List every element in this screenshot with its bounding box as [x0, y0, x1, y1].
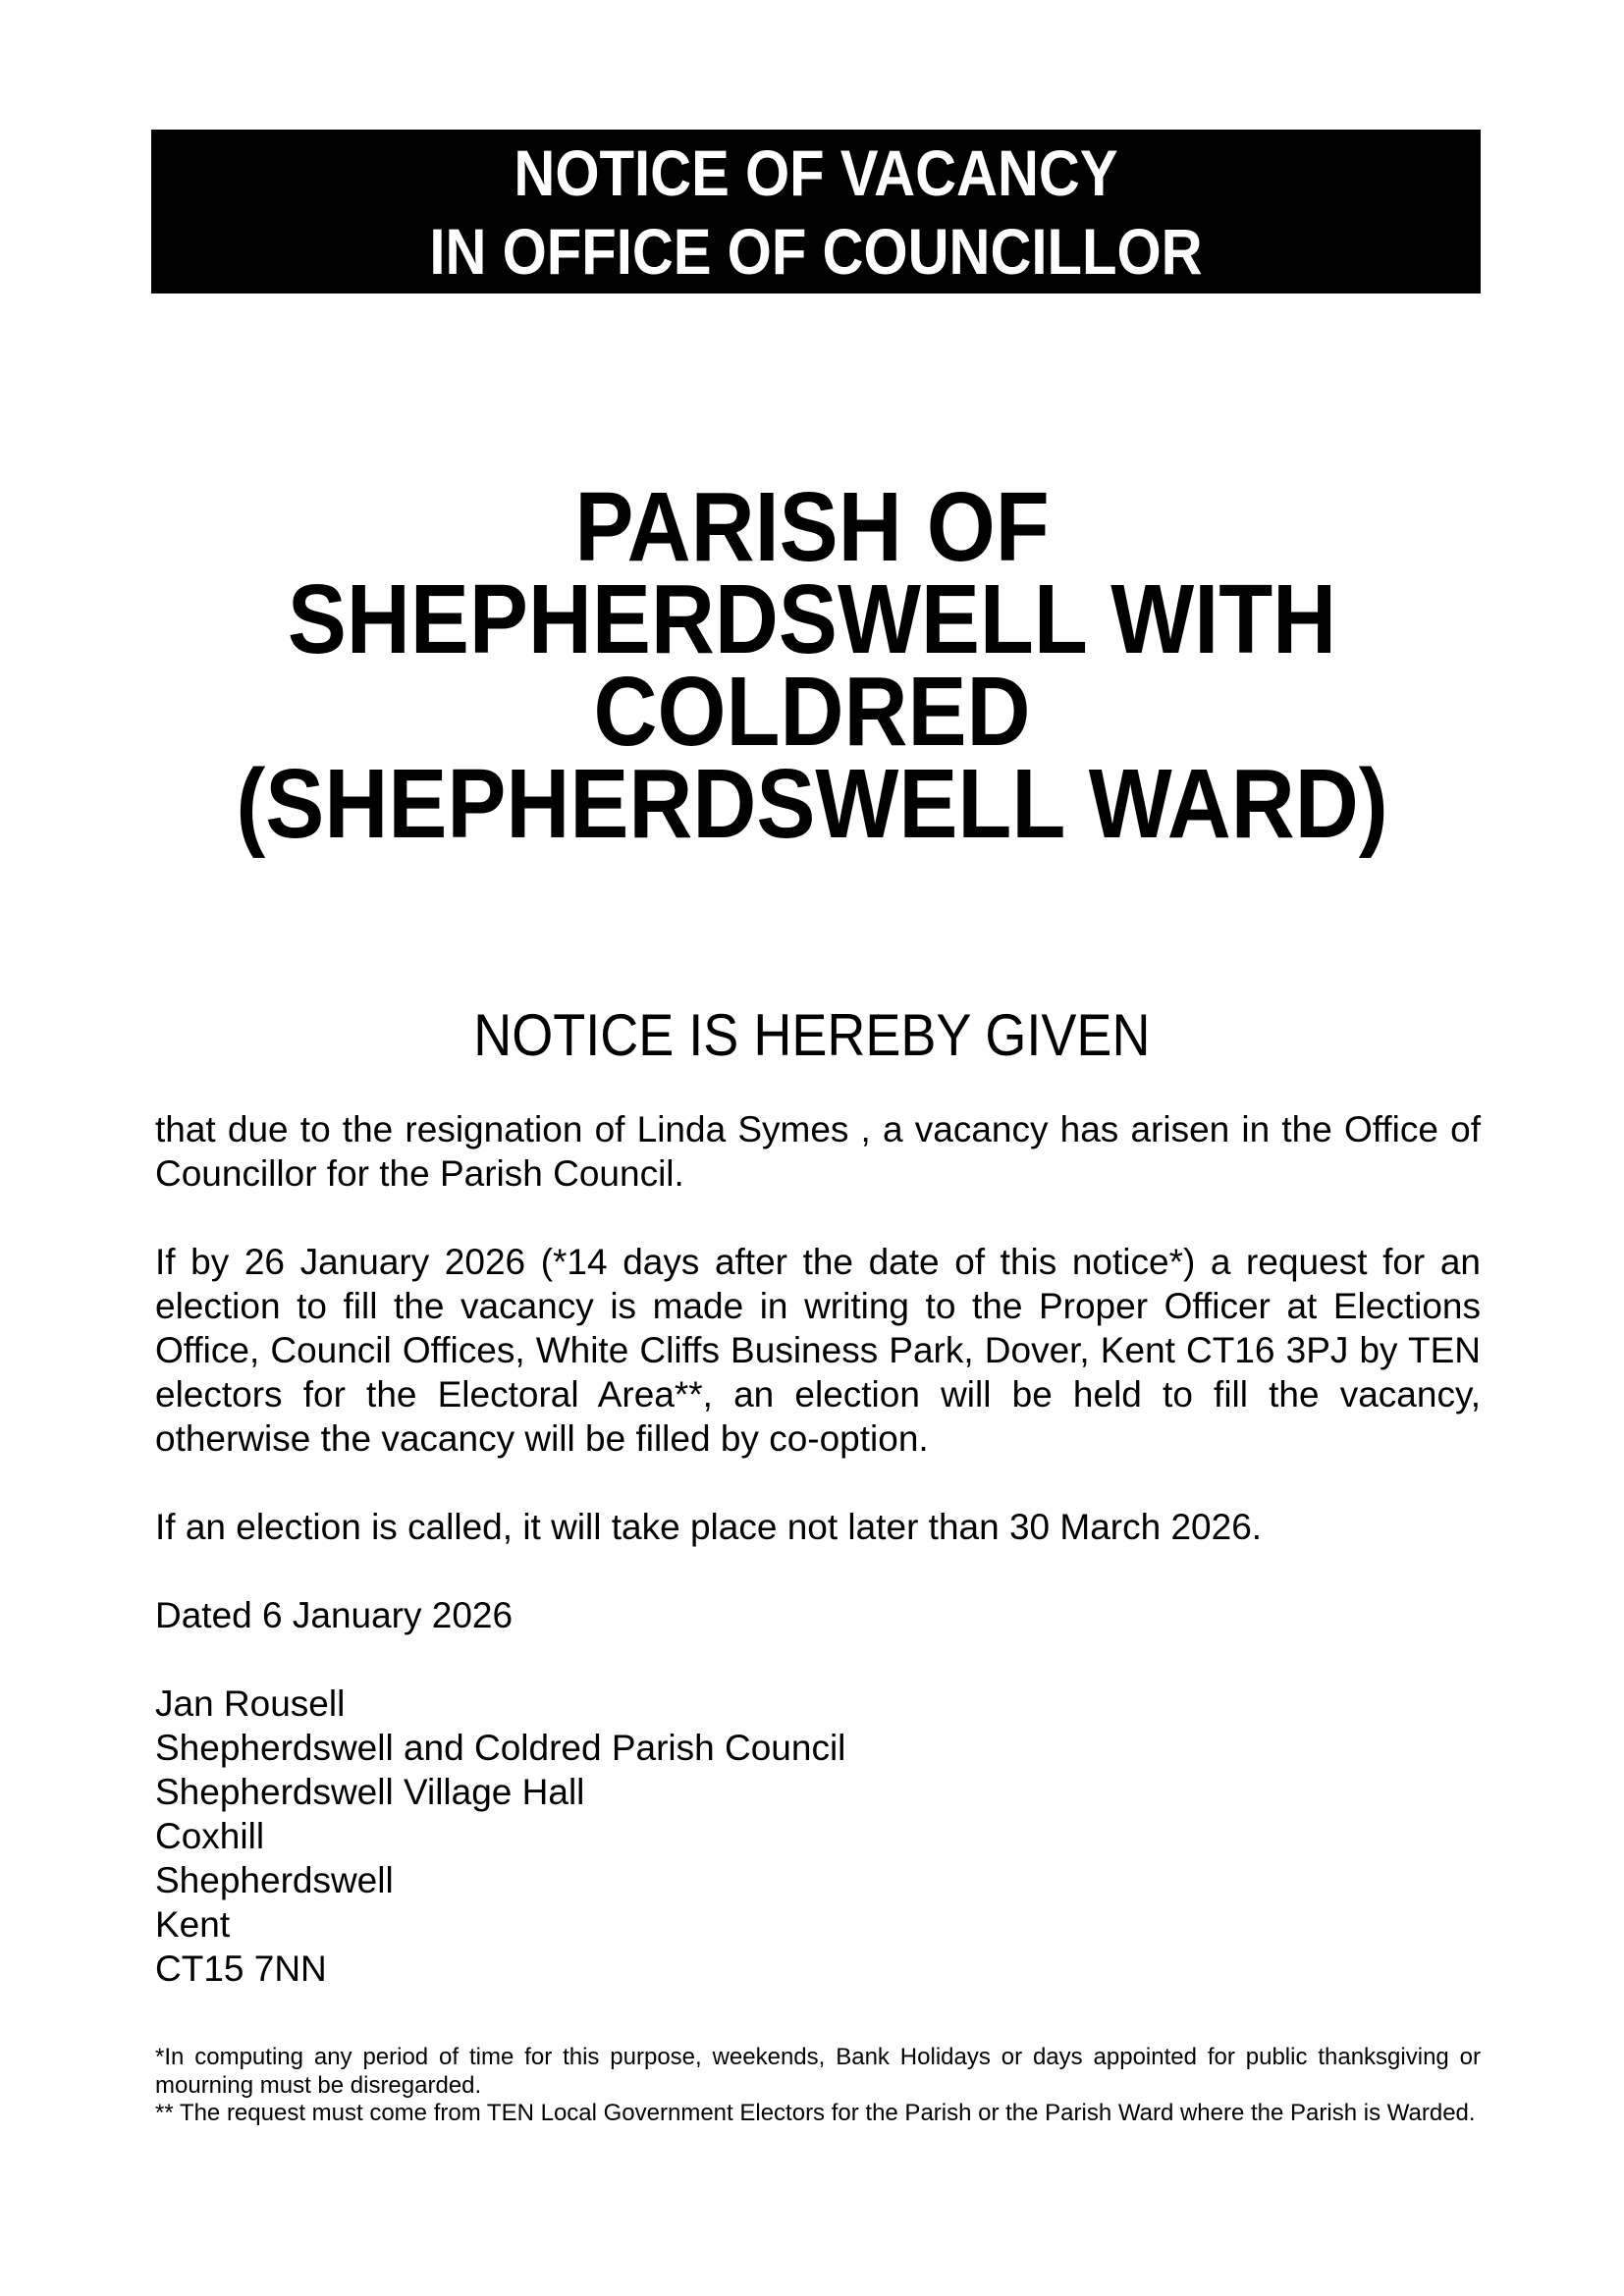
address-line: Shepherdswell and Coldred Parish Council [155, 1728, 846, 1768]
paragraph-text: If by 26 January 2026 (*14 days after the date of this notice*) a request for an election to fill the vacancy is made in writing to the Proper Officer at Elections Office, Council Offices, White Cliffs Business Park, Dover, Kent CT16 3PJ by TEN electors for the Electoral Area**, an election will be held to fill the vacancy, otherwise the vacancy will be filled by co-option. [155, 1242, 1481, 1459]
parish-line-2: SHEPHERDSWELL WITH [287, 564, 1337, 674]
address-line: Shepherdswell [155, 1860, 394, 1900]
paragraph-text: If an election is called, it will take place not later than 30 March 2026. [155, 1507, 1263, 1547]
signatory-address [155, 1682, 1481, 1991]
footnote-text: *In computing any period of time for this purpose, weekends, Bank Holidays or days appointed for public thanksgiving or mourning must be disregarded. [155, 2044, 1481, 2099]
notice-heading [98, 1001, 1526, 1070]
address-postcode: CT15 7NN [155, 1949, 327, 1989]
paragraph-text: Dated 6 January 2026 [155, 1595, 514, 1635]
parish-line-1: PARISH OF [574, 472, 1050, 582]
parish-line-3: COLDRED [593, 657, 1031, 767]
address-line: Coxhill [155, 1816, 265, 1856]
paragraph-text: that due to the resignation of Linda Symes , a vacancy has arisen in the Office of Councillor for the Parish Council. [155, 1109, 1481, 1194]
signatory-name: Jan Rousell [155, 1683, 346, 1724]
address-line: Kent [155, 1904, 231, 1945]
title-line-2: IN OFFICE OF COUNCILLOR [429, 215, 1203, 288]
footnote-1 [155, 2043, 1481, 2100]
footnote-2 [155, 2099, 1481, 2127]
parish-line-4: (SHEPHERDSWELL WARD) [236, 749, 1388, 859]
notice-heading-text: NOTICE IS HEREBY GIVEN [473, 1002, 1151, 1068]
paragraph-dated [155, 1593, 1481, 1637]
paragraph-resignation [155, 1107, 1481, 1196]
parish-heading [98, 472, 1526, 859]
footnote-text: ** The request must come from TEN Local Government Electors for the Parish or the Parish Ward where the Parish is Warded. [155, 2100, 1476, 2126]
paragraph-election-request [155, 1240, 1481, 1461]
title-line-1: NOTICE OF VACANCY [514, 136, 1118, 209]
address-line: Shepherdswell Village Hall [155, 1772, 585, 1812]
notice-title-banner [151, 130, 1481, 294]
paragraph-election-date [155, 1505, 1481, 1549]
